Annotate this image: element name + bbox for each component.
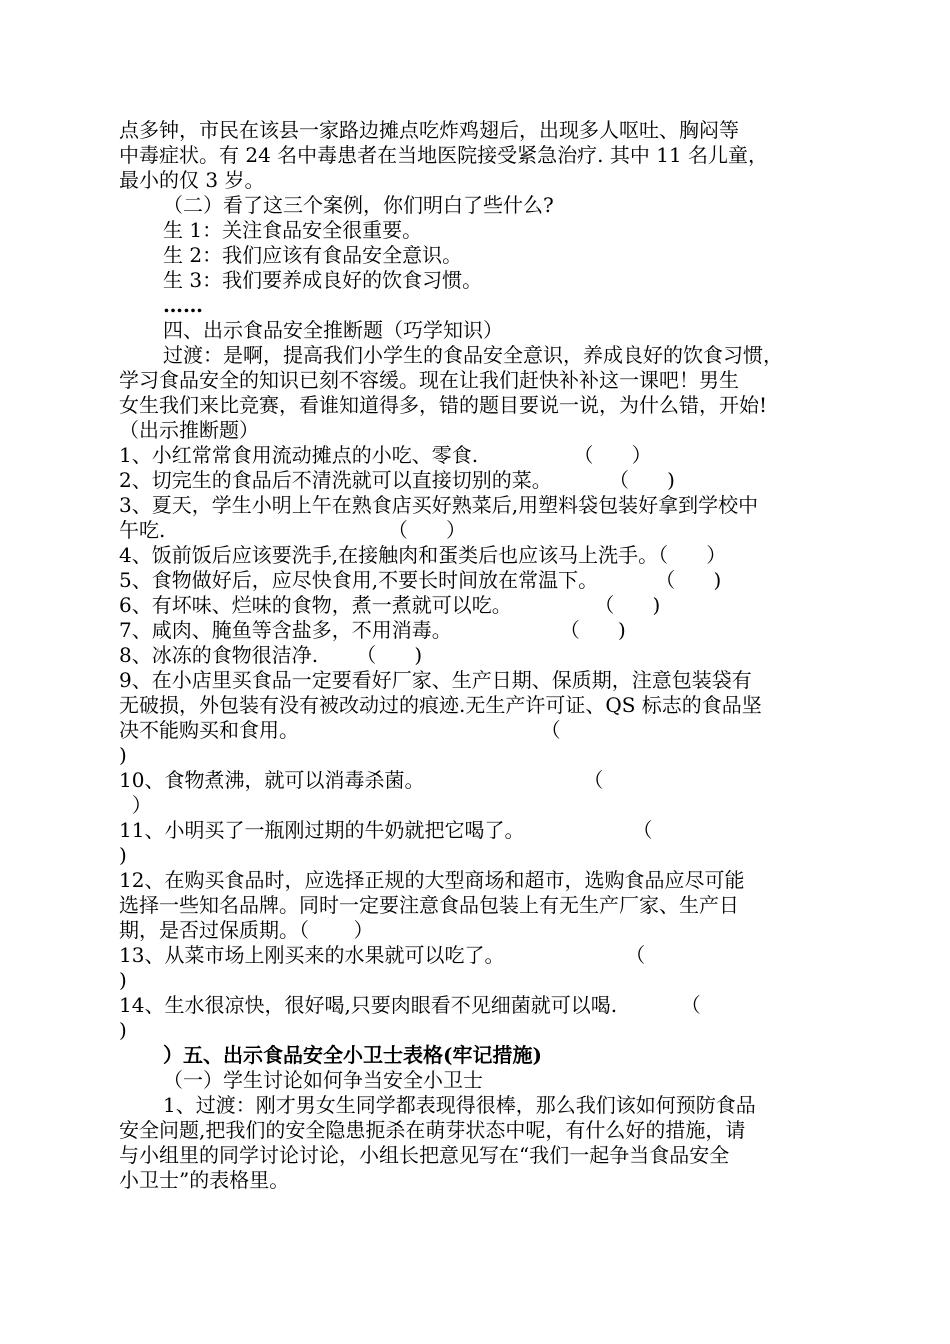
text-line: 与小组里的同学讨论讨论，小组长把意见写在“我们一起争当食品安全 [119,1143,730,1167]
quiz-item: 8、冰冻的食物很洁净. （ ) [119,643,423,667]
text-line: 过渡：是啊，提高我们小学生的食品安全意识，养成良好的饮食习惯， [163,343,783,367]
quiz-item: 14、生水很凉快，很好喝,只要肉眼看不见细菌就可以喝. （ [119,993,701,1017]
quiz-item: ) [119,743,127,767]
quiz-item: 7、咸肉、腌鱼等含盐多，不用消毒。 （ ) [119,618,626,642]
text-line: 最小的仅 3 岁。 [119,168,265,192]
quiz-item: 11、小明买了一瓶刚过期的牛奶就把它喝了。 （ [119,818,653,842]
subsection-heading: （一）学生讨论如何争当安全小卫士 [163,1068,483,1092]
quiz-item: ) [119,843,127,867]
student-answer: 生 2：我们应该有食品安全意识。 [163,243,463,267]
text-line: 中毒症状。有 24 名中毒患者在当地医院接受紧急治疗. 其中 11 名儿童， [119,143,769,167]
quiz-item: 决不能购买和食用。 （ [119,718,561,742]
section-heading: ）五、出示食品安全小卫士表格(牢记措施) [163,1043,542,1067]
quiz-item: 4、饭前饭后应该要洗手,在接触肉和蛋类后也应该马上洗手。（ ） [119,543,727,567]
section-heading: 四、出示食品安全推断题（巧学知识） [163,318,503,342]
quiz-item: 10、食物煮沸，就可以消毒杀菌。 （ [119,768,604,792]
student-answer: 生 1：关注食品安全很重要。 [163,218,423,242]
quiz-item: 1、小红常常食用流动摊点的小吃、零食. （ ） [119,443,652,467]
text-line: 点多钟，市民在该县一家路边摊点吃炸鸡翅后，出现多人呕吐、胸闷等 [119,118,739,142]
quiz-item: ) [119,1018,127,1042]
text-line: 小卫士”的表格里。 [119,1168,290,1192]
quiz-item: 6、有坏味、烂味的食物，煮一煮就可以吃。 （ ) [119,593,661,617]
quiz-item: ) [119,968,127,992]
text-line: （出示推断题） [119,418,259,442]
student-answer: 生 3：我们要养成良好的饮食习惯。 [163,268,483,292]
text-line: 1、过渡：刚才男女生同学都表现得很棒，那么我们该如何预防食品 [163,1093,756,1117]
quiz-item: 9、在小店里买食品一定要看好厂家、生产日期、保质期，注意包装袋有 [119,668,752,692]
quiz-item: 12、在购买食品时，应选择正规的大型商场和超市，选购食品应尽可能 [119,868,745,892]
question-heading: （二）看了这三个案例，你们明白了些什么? [163,193,554,217]
quiz-item: 5、食物做好后，应尽快食用,不要长时间放在常温下。 （ ) [119,568,722,592]
quiz-item: 13、从菜市场上刚买来的水果就可以吃了。 （ [119,943,646,967]
quiz-item: 选择一些知名品牌。同时一定要注意食品包装上有无生产厂家、生产日 [119,893,739,917]
text-line: 女生我们来比竞赛，看谁知道得多，错的题目要说一说，为什么错，开始! [119,393,768,417]
quiz-item: 午吃. （ ） [119,518,467,542]
quiz-item: 期，是否过保质期。（ ） [119,918,374,942]
quiz-item: ） [119,793,152,817]
quiz-item: 无破损，外包装有没有被改动过的痕迹.无生产许可证、QS 标志的食品坚 [119,693,762,717]
quiz-item: 3、夏天，学生小明上午在熟食店买好熟菜后,用塑料袋包装好拿到学校中 [119,493,759,517]
ellipsis: …… [163,293,203,317]
quiz-item: 2、切完生的食品后不清洗就可以直接切别的菜。 （ ) [119,468,675,492]
text-line: 学习食品安全的知识已刻不容缓。现在让我们赶快补补这一课吧！男生 [119,368,739,392]
text-line: 安全问题,把我们的安全隐患扼杀在萌芽状态中呢，有什么好的措施，请 [119,1118,746,1142]
